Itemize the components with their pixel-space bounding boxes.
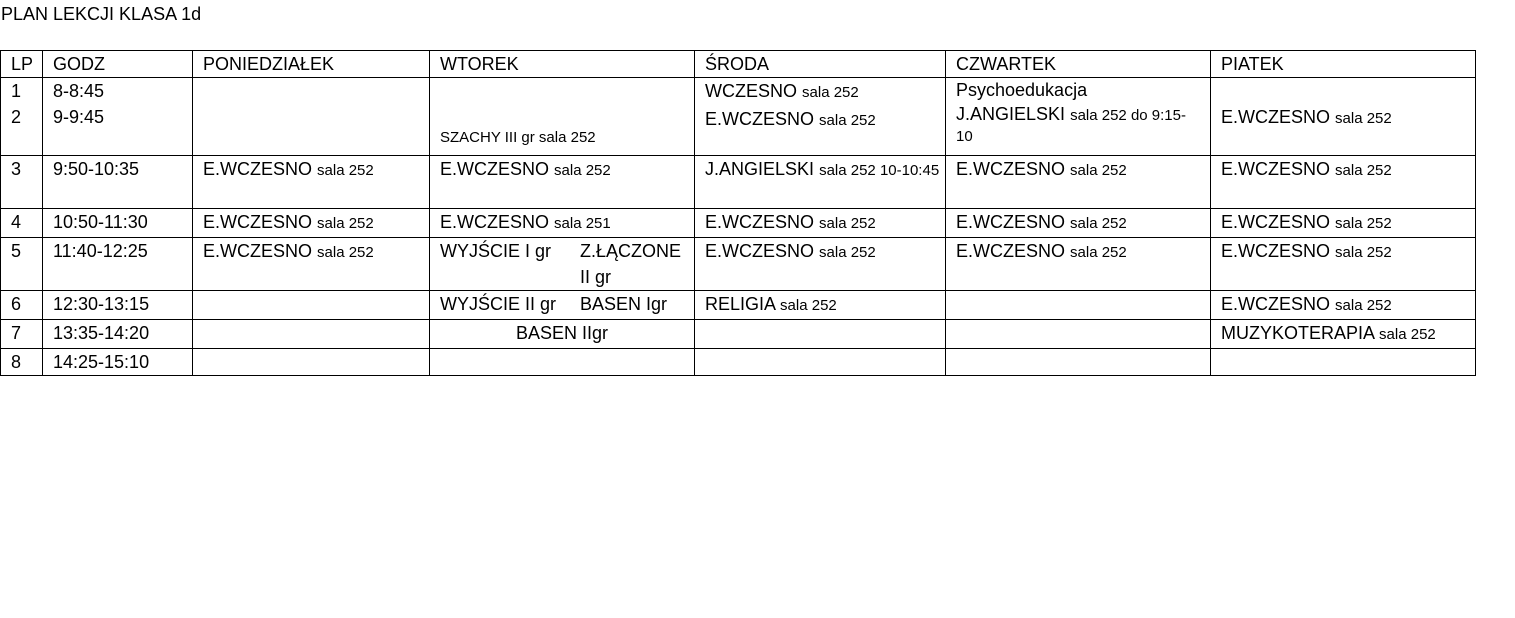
godz-cell: 12:30-13:15 (43, 291, 193, 320)
cell-poniedzialek (193, 156, 430, 209)
cell-wtorek: BASEN IIgr (430, 320, 695, 349)
cell-wtorek (430, 349, 695, 376)
table-row (1, 78, 1476, 156)
lesson-name: E.WCZESNO (203, 159, 313, 179)
lesson-room: sala 252 (1070, 244, 1127, 261)
lesson-name: WYJŚCIE II gr (440, 294, 557, 314)
cell-piatek (1211, 209, 1476, 238)
cell-sroda (695, 78, 946, 156)
cell-piatek (1211, 291, 1476, 320)
table-row (1, 209, 1476, 238)
lesson-room: sala 252 (1335, 162, 1392, 179)
cell-wtorek (430, 291, 695, 320)
lesson-room: sala 252 (1379, 326, 1436, 343)
lesson-name: E.WCZESNO (956, 212, 1066, 232)
header-poniedzialek: PONIEDZIAŁEK (193, 51, 430, 78)
cell-poniedzialek (193, 320, 430, 349)
cell-czwartek (946, 320, 1211, 349)
cell-piatek (1211, 78, 1476, 156)
cell-poniedzialek (193, 291, 430, 320)
lesson-room: sala 251 (554, 215, 611, 232)
cell-sroda (695, 291, 946, 320)
lesson-name: E.WCZESNO (1221, 159, 1331, 179)
lesson-name: WYJŚCIE I gr (440, 241, 552, 261)
lesson-name: E.WCZESNO (1221, 241, 1331, 261)
lesson-room: sala 252 (1335, 215, 1392, 232)
cell-piatek (1211, 320, 1476, 349)
lesson-room: sala 252 (780, 297, 837, 314)
lesson-name: E.WCZESNO (1221, 294, 1331, 314)
lesson-name: WCZESNO (705, 81, 797, 101)
cell-sroda (695, 238, 946, 291)
lp-cell: 7 (1, 320, 43, 349)
lp-cell: 5 (1, 238, 43, 291)
lesson-room: sala 252 (1070, 162, 1127, 179)
lesson-room: sala 252 (317, 215, 374, 232)
lp-cell: 6 (1, 291, 43, 320)
lesson-name: E.WCZESNO (203, 241, 313, 261)
godz-cell (43, 78, 193, 156)
lesson-name: E.WCZESNO (705, 109, 815, 129)
table-row (1, 349, 1476, 376)
lesson-room: sala 252 (1070, 215, 1127, 232)
lesson-name: BASEN Igr (580, 294, 668, 314)
schedule-table (0, 50, 1476, 376)
header-row (1, 51, 1476, 78)
lp-value: 1 (11, 81, 22, 101)
cell-czwartek (946, 78, 1211, 156)
lesson-name (580, 238, 681, 290)
lp-value: 2 (11, 107, 22, 127)
lesson-name: RELIGIA (705, 294, 776, 314)
lesson-room: sala 252 (819, 215, 876, 232)
lesson-name: E.WCZESNO (956, 159, 1066, 179)
godz-value: 9-9:45 (53, 107, 105, 127)
lesson-name: MUZYKOTERAPIA (1221, 323, 1375, 343)
lesson-room: sala 252 (317, 162, 374, 179)
table-row (1, 238, 1476, 291)
godz-cell: 9:50-10:35 (43, 156, 193, 209)
header-sroda: ŚRODA (695, 51, 946, 78)
cell-wtorek (430, 209, 695, 238)
lesson-name-line: Z.ŁĄCZONE (580, 241, 682, 261)
cell-poniedzialek (193, 209, 430, 238)
lesson-room: 10 (956, 128, 973, 145)
cell-sroda (695, 209, 946, 238)
lesson-room: sala 252 (802, 84, 859, 101)
lesson-name: E.WCZESNO (705, 241, 815, 261)
table-row (1, 156, 1476, 209)
godz-cell: 11:40-12:25 (43, 238, 193, 291)
lesson-room: sala 252 (1335, 110, 1392, 127)
godz-cell: 14:25-15:10 (43, 349, 193, 376)
cell-sroda (695, 320, 946, 349)
cell-czwartek (946, 349, 1211, 376)
godz-cell: 13:35-14:20 (43, 320, 193, 349)
cell-wtorek (430, 156, 695, 209)
lesson-room: sala 252 (819, 112, 876, 129)
header-piatek: PIATEK (1211, 51, 1476, 78)
lp-cell: 3 (1, 156, 43, 209)
lp-cell (1, 78, 43, 156)
cell-wtorek (430, 238, 695, 291)
lesson-room: sala 252 10-10:45 (819, 162, 940, 179)
lesson-name: E.WCZESNO (956, 241, 1066, 261)
cell-czwartek (946, 209, 1211, 238)
cell-czwartek (946, 238, 1211, 291)
lesson-room: sala 252 (554, 162, 611, 179)
lesson-name: J.ANGIELSKI (956, 104, 1066, 124)
cell-piatek (1211, 156, 1476, 209)
lesson-name: E.WCZESNO (440, 159, 550, 179)
lesson-name: Psychoedukacja (956, 80, 1088, 100)
lesson-room: sala 252 (317, 244, 374, 261)
lp-cell: 8 (1, 349, 43, 376)
lesson-name: E.WCZESNO (203, 212, 313, 232)
cell-poniedzialek (193, 349, 430, 376)
header-lp: LP (1, 51, 43, 78)
lesson-name: J.ANGIELSKI (705, 159, 815, 179)
cell-czwartek (946, 156, 1211, 209)
cell-sroda (695, 156, 946, 209)
godz-value: 8-8:45 (53, 81, 105, 101)
godz-cell: 10:50-11:30 (43, 209, 193, 238)
lesson-name: E.WCZESNO (1221, 212, 1331, 232)
header-wtorek: WTOREK (430, 51, 695, 78)
lesson-name-line: II gr (580, 267, 612, 287)
page-title: PLAN LEKCJI KLASA 1d (1, 4, 202, 24)
header-godz: GODZ (43, 51, 193, 78)
cell-wtorek (430, 78, 695, 156)
lesson-room: sala 252 (1335, 244, 1392, 261)
lesson-room: sala 252 (819, 244, 876, 261)
cell-czwartek (946, 291, 1211, 320)
cell-sroda (695, 349, 946, 376)
lesson-room: sala 252 do 9:15- (1070, 107, 1186, 124)
lesson-name: E.WCZESNO (705, 212, 815, 232)
lesson-name: E.WCZESNO (440, 212, 550, 232)
lp-cell: 4 (1, 209, 43, 238)
lesson-room: sala 252 (1335, 297, 1392, 314)
header-czwartek: CZWARTEK (946, 51, 1211, 78)
lesson-name: E.WCZESNO (1221, 107, 1331, 127)
lesson-note: SZACHY III gr sala 252 (440, 129, 596, 146)
cell-poniedzialek (193, 238, 430, 291)
table-row (1, 320, 1476, 349)
table-row (1, 291, 1476, 320)
cell-piatek (1211, 238, 1476, 291)
cell-poniedzialek (193, 78, 430, 156)
cell-piatek (1211, 349, 1476, 376)
